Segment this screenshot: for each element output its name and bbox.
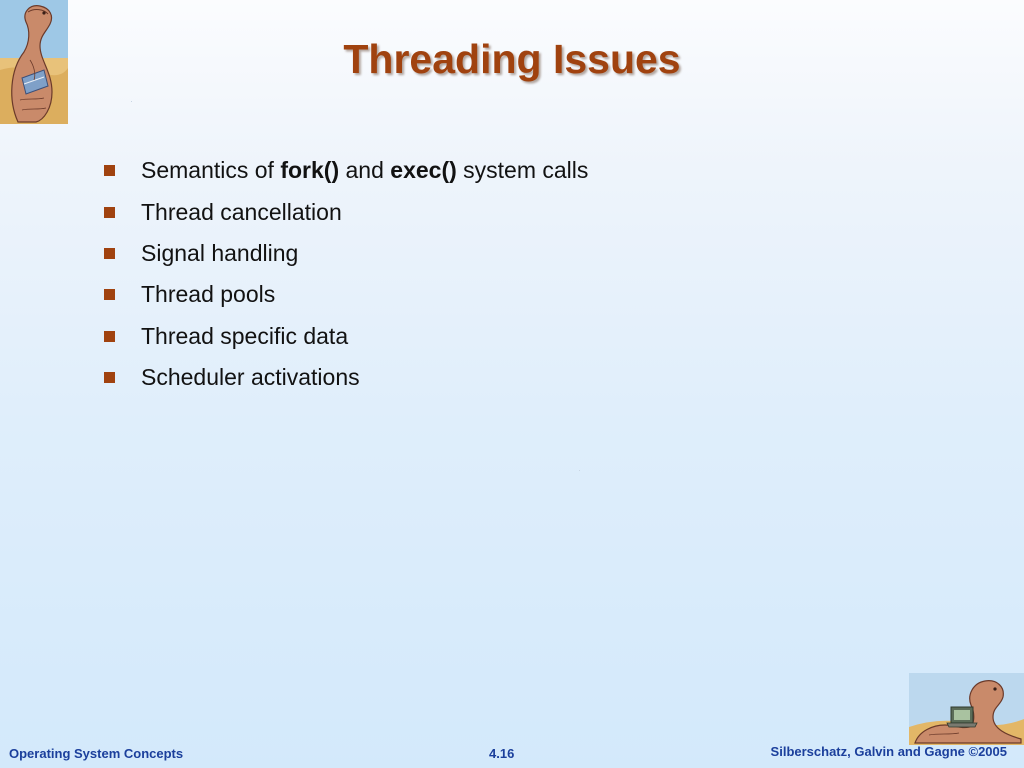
square-bullet-icon	[104, 331, 115, 342]
footer-page-number: 4.16	[489, 746, 515, 761]
footer-book-title: Operating System Concepts	[9, 746, 184, 761]
bullet-text: Thread specific data	[141, 322, 349, 349]
square-bullet-icon	[104, 248, 115, 259]
bullet-item	[104, 150, 588, 191]
bullet-item	[104, 233, 588, 274]
bullet-list	[104, 150, 588, 398]
bullet-item	[104, 357, 588, 398]
square-bullet-icon	[104, 372, 115, 383]
dinosaur-with-laptop-icon	[909, 673, 1024, 745]
decorative-dot	[131, 101, 132, 102]
slide-title: Threading Issues	[343, 36, 681, 82]
bullet-item	[104, 316, 588, 357]
square-bullet-icon	[104, 207, 115, 218]
square-bullet-icon	[104, 289, 115, 300]
bullet-text: Signal handling	[141, 239, 299, 266]
decorative-dot	[579, 470, 580, 471]
bullet-text: Thread cancellation	[141, 198, 342, 225]
bullet-text	[141, 157, 588, 184]
bullet-item	[104, 191, 588, 232]
bullet-segment: Semantics of	[141, 157, 281, 184]
square-bullet-icon	[104, 165, 115, 176]
footer-copyright: Silberschatz, Galvin and Gagne ©2005	[770, 744, 1007, 759]
bullet-text: Thread pools	[141, 281, 276, 308]
bullet-item	[104, 274, 588, 315]
bullet-text: Scheduler activations	[141, 364, 360, 391]
bullet-segment-bold: exec()	[390, 157, 457, 184]
bullet-segment: system calls	[456, 157, 589, 184]
bullet-segment: and	[339, 157, 391, 184]
bullet-segment-bold: fork()	[280, 157, 340, 184]
